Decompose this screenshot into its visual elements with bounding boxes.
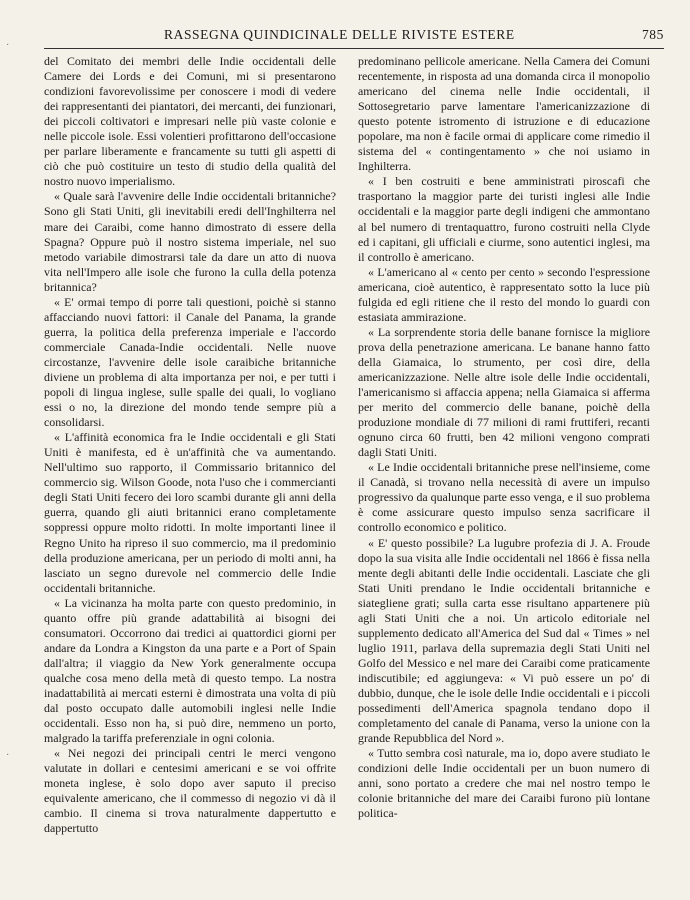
- page-number: 785: [641, 27, 664, 42]
- paragraph: « E' ormai tempo di porre tali questioni, poichè si stanno affacciando nuovi fattori: il Canale del Panama, la grande guerra, la politica della preferenza imperiale e l'accordo commerciale Canada-Indie occidentali. Nelle nuove circostanze, l'avvenire delle isole caraibiche britanniche diviene un problema di alta importanza per noi, e per tutti i popoli di lingua inglese, sulle spalle dei quali, lo vogliano essi o no, la direzione del mondo tende sempre più a consolidarsi.: [44, 294, 336, 430]
- left-column: [44, 54, 336, 836]
- paragraph: « La sorprendente storia delle banane fornisce la migliore prova della penetrazione americana. Le banane hanno fatto della Giamaica, lo strumento, per così dire, della americanizzazione. Nelle altre isole delle Indie occidentali, l'americanismo si affaccia appena; nella Giamaica si afferma per merito del commercio delle banane, poichè della produzione mondiale di 77 milioni di rami fruttiferi, recanti ognuno circa 60 frutti, ben 42 milioni vengono comprati dagli Stati Uniti.: [358, 324, 650, 460]
- paragraph: « La vicinanza ha molta parte con questo predominio, in quanto offre più grande adattabilità ai bisogni dei consumatori. Occorrono dai tredici ai quattordici giorni per andare da Londra a Kingston da una parte e a Port of Spain dall'altra; il viaggio da New York generalmente occupa qualche cosa meno della metà di questo tempo. La nostra inadattabilità ai mercati esterni è dimostrata una volta di più dal posto occupato dalle automobili inglesi nelle Indie occidentali. Esso non ha, si può dire, nemmeno un porto, malgrado la tariffa preferenziale in ogni colonia.: [44, 595, 336, 746]
- paragraph: « Quale sarà l'avvenire delle Indie occidentali britanniche? Sono gli Stati Uniti, gli inevitabili eredi dell'Inghilterra nel mare dei Caraibi, come hanno dimostrato di essere della Spagna? Oppure può il nostro sistema imperiale, nel suo metodo variabile dimostrarsi tale da dare un atto di nuova vita nell'Impero alle isole che furono la culla della potenza britannica?: [44, 189, 336, 294]
- paragraph: « Le Indie occidentali britanniche prese nell'insieme, come il Canadà, si trovano nella necessità di avere un impulso progressivo da qualunque parte esso venga, e il suo problema è come assicurare questo impulso senza sacrificare il controllo economico e politico.: [358, 460, 650, 535]
- margin-dots: ·: [6, 40, 10, 51]
- paragraph: « L'americano al « cento per cento » secondo l'espressione americana, cioè autentico, è rappresentato sotto la luce più fulgida ed egli ritiene che il resto del mondo lo guardi con estasiata ammirazione.: [358, 264, 650, 324]
- paragraph: predominano pellicole americane. Nella Camera dei Comuni recentemente, in risposta ad una domanda circa il monopolio americano del cinema nelle Indie occidentali, il Sottosegretario parve lamentare l'americanizzazione di questo potente istromento di istruzione e di educazione popolare, ma non è facile ormai di applicare come rimedio il sistema del « contingentamento » che noi usiamo in Inghilterra.: [358, 54, 650, 174]
- paragraph: « E' questo possibile? La lugubre profezia di J. A. Froude dopo la sua visita alle Indie occidentali nel 1866 è fissa nella mente degli abitanti delle Indie occidentali. Lasciate che gli Stati Uniti prendano le Indie occidentali britanniche e siategliene grati; sulla carta esse risultano appartenere più agli Stati Uniti che a noi. Un articolo editoriale nel supplemento dedicato all'America del Sud dal « Times » nel luglio 1911, parlava della supremazia degli Stati Uniti nel Golfo del Messico e nel mare dei Caraibi come praticamente indiscutibile; ed aggiungeva: « Vi può essere un po' di dubbio, dunque, che le isole delle Indie occidentali e i piccoli possedimenti dell'America spagnola tendano dopo il completamento del canale di Panama, verso la unione con la grande Repubblica del Nord ».: [358, 535, 650, 746]
- journal-title: RASSEGNA QUINDICINALE DELLE RIVISTE ESTERE: [164, 27, 515, 42]
- margin-dots: ·: [6, 750, 10, 761]
- running-header: [44, 27, 664, 47]
- paragraph: « Nei negozi dei principali centri le merci vengono valutate in dollari e centesimi americani e se voi offrite moneta inglese, è solo dopo aver saputo il preciso equivalente americano, che il commesso di negozio vi dà il cambio. Il cinema si trova naturalmente dappertutto e dappertutto: [44, 746, 336, 836]
- paragraph: del Comitato dei membri delle Indie occidentali delle Camere dei Lords e dei Comuni, mi si presentarono condizioni favorevolissime per conoscere i modi di vedere dei rappresentanti dei piantatori, dei mercanti, dei funzionari, dei piccoli coltivatori e impresari nelle più vaste colonie e nelle piccole isole. Essi volentieri profittarono dell'occasione per parlare liberamente e francamente su tutti gli aspetti di ciò che può costituire un testo di studio della qualità del nostro nuovo imperialismo.: [44, 54, 336, 189]
- header-rule: [44, 48, 664, 49]
- paragraph: « L'affinità economica fra le Indie occidentali e gli Stati Uniti è manifesta, ed è un'affinità che va aumentando. Nell'ultimo suo rapporto, il Commissario britannico del commercio sig. Wilson Goode, nota l'uso che i commercianti degli Stati Uniti fecero dei loro scambi durante gli anni della guerra, quando gli aiuti britannici erano completamente soppressi oppure molto ridotti. In molte importanti linee il Regno Unito ha ripreso il suo commercio, ma il predominio della produzione americana, per un periodo di molti anni, ha lasciato un segno durevole nel commercio delle Indie occidentali britanniche.: [44, 430, 336, 595]
- right-column: [358, 54, 650, 821]
- paragraph: « Tutto sembra così naturale, ma io, dopo avere studiato le condizioni delle Indie occidentali per un buon numero di anni, sono portato a credere che mai nel nostro tempo le colonie britanniche del mare dei Caraibi furono più lontane politica-: [358, 746, 650, 821]
- paragraph: « I ben costruiti e bene amministrati piroscafi che trasportano la maggior parte dei turisti inglesi alle Indie occidentali e la maggior parte degli indigeni che ammontano al bel numero di trentaquattro, furono costruiti nella Clyde ed i capitani, gli ufficiali e ciurme, sono autentici inglesi, ma il controllo è americano.: [358, 174, 650, 264]
